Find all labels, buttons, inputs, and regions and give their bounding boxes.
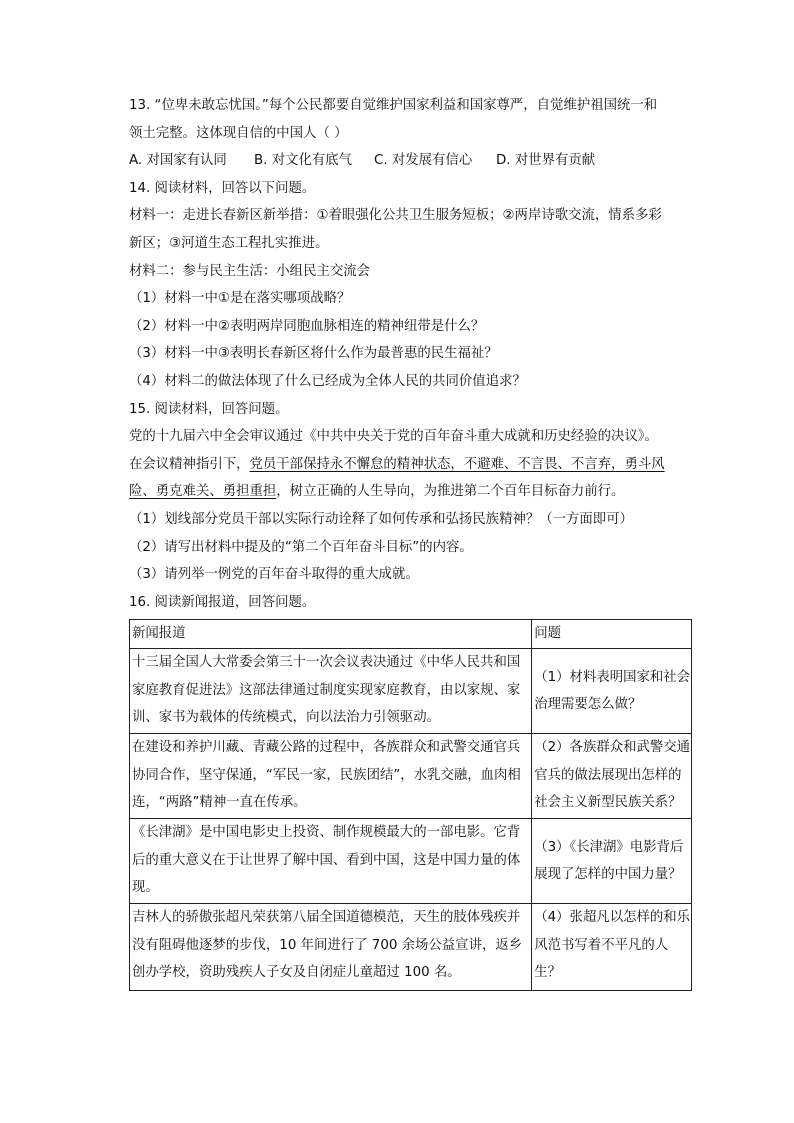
q14-material2: 材料二：参与民主生活：小组民主交流会	[129, 263, 371, 279]
q15-title: 15. 阅读材料，回答问题。	[129, 401, 289, 417]
q13-option-c[interactable]: C. 对发展有信心	[374, 153, 473, 169]
q15-paragraph-plain-text: ，树立正确的人生导向，为推进第二个百年目标奋力前行。	[276, 484, 625, 500]
q13-option-a[interactable]: A. 对国家有认同	[129, 153, 227, 169]
q15-sub-question-1: （1）划线部分党员干部以实际行动诠释了如何传承和弘扬民族精神？（一方面即可）	[129, 511, 633, 527]
q16-title: 16. 阅读新闻报道，回答问题。	[129, 594, 316, 610]
q13-options	[129, 147, 695, 175]
q15-sub-question-2: （2）请写出材料中提及的“第二个百年奋斗目标”的内容。	[129, 539, 473, 555]
q14-material1-line-2: 新区；③河道生态工程扎实推进。	[129, 235, 329, 251]
news-cell: 十三届全国人大常委会第三十一次会议表决通过《中华人民共和国家庭教育促进法》这部法律通过制度实现家庭教育，由以家规、家训、家书为载体的传统模式，向以法治力引领驱动。	[132, 655, 521, 726]
table-header-news: 新闻报道	[130, 620, 532, 649]
q15-paragraph-plain-text: 在会议精神指引下，	[129, 456, 250, 472]
q14-sub-question-2: （2）材料一中②表明两岸同胞血脉相连的精神纽带是什么？	[129, 318, 485, 334]
q14-title: 14. 阅读材料，回答以下问题。	[129, 180, 316, 196]
q13-stem-line-1: 13. “位卑未敢忘忧国。”每个公民都要自觉维护国家利益和国家尊严，自觉维护祖国统一和	[129, 98, 658, 113]
table-row	[130, 734, 692, 819]
question-cell: （2）各族群众和武警交通官兵的做法展现出怎样的社会主义新型民族关系？	[534, 740, 691, 811]
table-row	[130, 649, 692, 734]
table-row	[130, 819, 692, 904]
question-cell: （3）《长津湖》电影背后展现了怎样的中国力量？	[534, 839, 684, 883]
q13-stem-line-2: 领土完整。这体现自信的中国人（ ）	[129, 125, 348, 141]
q15-underlined-text: 险、勇克难关、勇担重担	[129, 484, 277, 500]
table-header-row	[130, 620, 692, 649]
q14-sub-question-1: （1）材料一中①是在落实哪项战略？	[129, 291, 351, 307]
news-cell: 《长津湖》是中国电影史上投资、制作规模最大的一部电影。它背后的重大意义在于让世界了解中国、看到中国，这是中国力量的体现。	[132, 825, 521, 896]
question-cell: （4）张超凡以怎样的和乐风范书写着不平凡的人生？	[534, 910, 691, 981]
q14-material1-line-1: 材料一：走进长春新区新举措：①着眼强化公共卫生服务短板；②两岸诗歌交流，情系多彩	[129, 208, 662, 224]
q15-paragraph-line-2	[129, 451, 695, 479]
table-row	[130, 904, 692, 991]
question-cell: （1）材料表明国家和社会治理需要怎么做？	[534, 669, 691, 713]
q13-option-b[interactable]: B. 对文化有底气	[254, 153, 353, 169]
news-cell: 吉林人的骄傲张超凡荣获第八届全国道德模范，天生的肢体残疾并没有阻碍他逐梦的步伐，10 年间进行了 700 余场公益宣讲，返乡创办学校，资助残疾人子女及自闭症儿童超过 100 名。	[132, 910, 523, 981]
exam-page	[129, 92, 695, 991]
q15-underlined-text: 党员干部保持永不懈怠的精神状态，不避难、不言畏、不言弃，勇斗风	[249, 456, 665, 472]
q14-sub-question-4: （4）材料二的做法体现了什么已经成为全体人民的共同价值追求？	[129, 373, 526, 389]
table-header-question: 问题	[532, 620, 692, 649]
q15-sub-question-3: （3）请列举一例党的百年奋斗取得的重大成就。	[129, 567, 419, 583]
news-table	[129, 619, 692, 991]
news-cell: 在建设和养护川藏、青藏公路的过程中，各族群众和武警交通官兵协同合作，坚守保通，“军民一家，民族团结”，水乳交融，血肉相连，“两路”精神一直在传承。	[132, 740, 521, 811]
q15-paragraph-line-3	[129, 478, 695, 506]
q14-sub-question-3: （3）材料一中③表明长春新区将什么作为最普惠的民生福祉？	[129, 346, 498, 362]
q13-option-d[interactable]: D. 对世界有贡献	[496, 153, 596, 169]
q15-paragraph-line-1: 党的十九届六中全会审议通过《中共中央关于党的百年奋斗重大成就和历史经验的决议》。	[129, 429, 658, 445]
